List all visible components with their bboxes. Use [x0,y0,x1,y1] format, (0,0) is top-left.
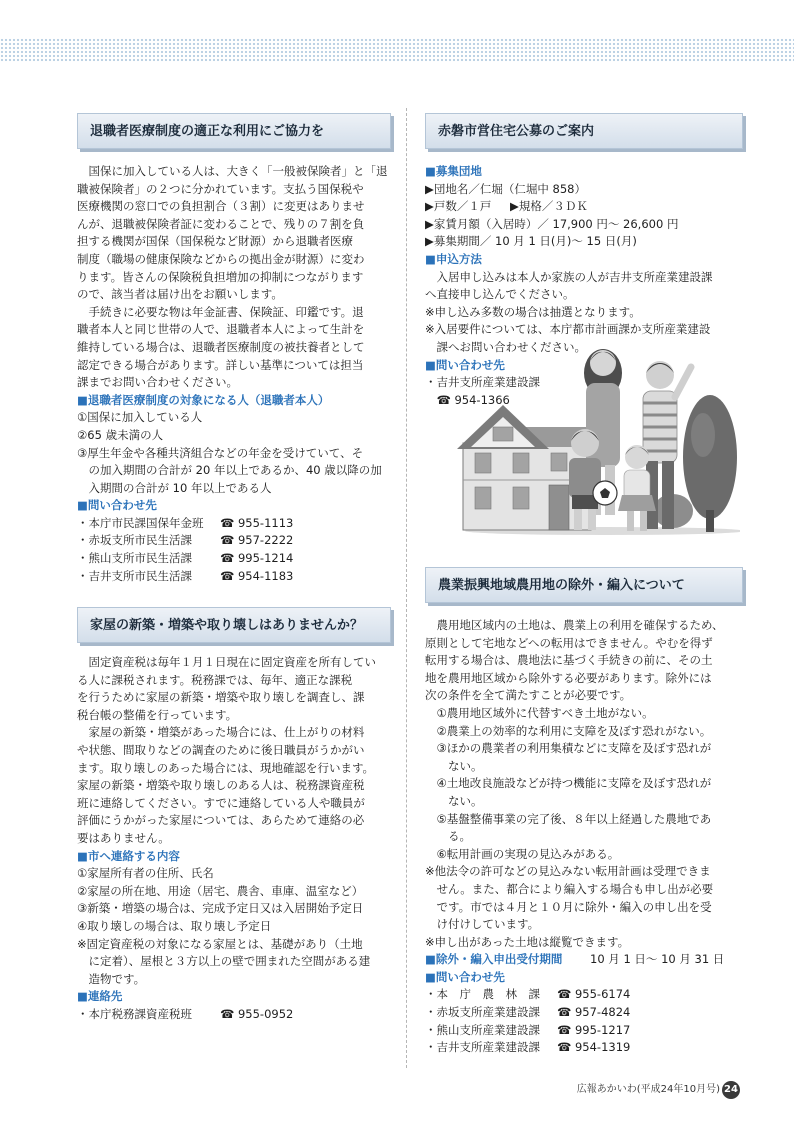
list-item: ②家屋の所在地、用途（居宅、農舎、車庫、温室など） [77,883,364,898]
text-line: 家屋の新築・増築や取り壊しのある人は、税務課資産税 [77,778,365,793]
list-item-continued: る。 [448,829,471,844]
contact-office: ・吉井支所産業建設課 [425,1040,540,1055]
contact-row [425,1004,743,1022]
text-line: 税台帳の整備を行っています。 [77,707,238,722]
contact-tel: ☎ 955-0952 [220,1006,294,1021]
info-period: ▶募集期間／ 10 月 1 日(月)～ 15 日(月) [425,234,637,249]
section-body-retiree [77,163,391,585]
text-line: 認定できる場合があります。詳しい基準については担当 [77,357,364,372]
text-line: 評価にうかがった家屋については、あらためて連絡の必 [77,813,365,828]
contact-tel: ☎ 954-1319 [557,1040,631,1055]
text-line: 職者本人と同じ世帯の人で、退職者本人によって生計を [77,322,365,337]
subheading-period: ■除外・編入申出受付期間 [425,952,563,967]
list-item-continued: の加入期間の合計が 20 年以上であるか、40 歳以降の加 [88,463,382,478]
list-item: ①農用地区域外に代替すべき土地がない。 [436,705,654,720]
list-item: ②65 歳未満の人 [77,427,164,442]
subheading-apply: ■申込方法 [425,251,482,266]
list-item: ③ほかの農業者の利用集積などに支障を及ぼす恐れが [436,741,712,756]
section-title-house-tax: 家屋の新築・増築や取り壊しはありませんか？ [77,607,391,643]
section-title-retiree: 退職者医療制度の適正な利用にご協力を [77,113,391,149]
text-line: 固定資産税は毎年１月１日現在に固定資産を所有してい [88,655,376,669]
period-row [425,951,743,969]
text-line: んが、退職被保険者証に変わることで、残りの７割を負 [77,216,365,231]
text-line: 医療機関の窓口での負担割合（３割）に変更はありませ [77,199,365,214]
right-column [425,0,743,1123]
contact-office: ・熊山支所市民生活課 [77,551,192,566]
subheading-contact: ■連絡先 [77,989,123,1004]
list-item: ⑥転用計画の実現の見込みがある。 [436,846,620,861]
text-line: や状態、間取りなどの調査のために後日職員がうかがい [77,742,365,757]
text-line: 維持している場合は、退職者医療制度の被扶養者として [77,339,365,354]
left-column [77,0,391,1123]
info-complex: ▶団地名／仁堀（仁堀中 858） [425,181,586,196]
contact-row [77,532,391,550]
contact-tel: ☎ 955-1113 [220,515,294,530]
text-line: 地を農用地区域から除外する必要があります。除外には [425,670,712,685]
contact-row [425,1022,743,1040]
subheading-eligible: ■退職者医療制度の対象になる人（退職者本人） [77,392,330,407]
note-line: け付けしています。 [436,917,540,932]
note-line: に定着）、屋根と３方以上の壁で囲まれた空間がある建 [88,954,371,969]
contact-tel: ☎ 955-6174 [557,987,631,1002]
contact-office: ・本 庁 農 林 課 [425,987,540,1002]
section-title-housing: 赤磐市営住宅公募のご案内 [425,113,743,149]
subheading-contact: ■問い合わせ先 [425,969,505,984]
text-line: 農用地区域内の土地は、農業上の利用を確保するため、 [436,618,724,632]
contact-office: ・赤坂支所産業建設課 [425,1005,540,1020]
note-line: ※入居要件については、本庁都市計画課か支所産業建設 [425,322,711,337]
note-line: ※申し出があった土地は縦覧できます。 [425,934,630,949]
contact-office: ・吉井支所市民生活課 [77,568,192,583]
text-line: ので、該当者は届け出をお願いします。 [77,287,283,302]
list-item: ③新築・増築の場合は、完成予定日又は入居開始予定日 [77,901,364,916]
note-line: せん。また、都合により編入する場合も申し出が必要 [436,881,714,896]
text-line: 入居申し込みは本人か家族の人が吉井支所産業建設課 [436,269,713,284]
text-line: 班に連絡してください。すでに連絡している人や職員が [77,795,365,810]
text-line: へ直接申し込んでください。 [425,287,575,302]
info-units: ▶戸数／１戸 [425,199,492,214]
list-item: ⑤基盤整備事業の完了後、８年以上経過した農地であ [436,811,712,826]
section-body-farmland [425,617,743,1057]
page-number-badge: 24 [722,1081,740,1099]
contact-office: ・吉井支所産業建設課 [425,375,540,390]
section-title-farmland: 農業振興地域農用地の除外・編入について [425,567,743,603]
contact-tel: ☎ 954-1183 [220,568,294,583]
contact-row [77,515,391,533]
subheading-contact: ■問い合わせ先 [77,498,157,513]
list-item-continued: ない。 [448,793,483,808]
note-line: ※他法令の許可などの見込みない転用計画は受理できま [425,864,711,879]
contact-row [425,986,743,1004]
list-item: ④土地改良施設などが持つ機能に支障を及ぼす恐れが [436,776,712,791]
subheading-contact: ■問い合わせ先 [425,357,505,372]
text-line: ります。皆さんの保険税負担増加の抑制につながります [77,269,364,284]
subheading-report: ■市へ連絡する内容 [77,848,180,863]
text-line: 次の条件を全て満たすことが必要です。 [425,688,632,703]
note-line: ※固定資産税の対象になる家屋とは、基礎があり（土地 [77,936,363,951]
text-line: を行うために家屋の新築・増築や取り壊しを調査し、課 [77,690,365,705]
list-item: ④取り壊しの場合は、取り壊し予定日 [77,918,272,933]
contact-row [425,1039,743,1057]
text-line: 担する機関が国保（国保税など財源）から退職者医療 [77,234,353,249]
list-item: ②農業上の効率的な利用に支障を及ぼす恐れがない。 [436,723,712,738]
note-line: 課へお問い合わせください。 [436,339,586,354]
contact-tel: ☎ 995-1217 [557,1022,631,1037]
contact-tel: ☎ 954-1366 [436,392,510,407]
contact-row [77,1006,391,1024]
list-item-continued: 入期間の合計が 10 年以上である人 [88,480,272,495]
column-divider [406,108,407,1068]
period-value: 10 月 1 日～ 10 月 31 日 [590,952,725,967]
info-row [425,198,743,216]
section-body-house-tax [77,654,391,1023]
note-line: 造物です。 [88,971,146,986]
text-line: 原則として宅地などへの転用はできません。やむを得ず [425,635,713,650]
list-item: ①国保に加入している人 [77,410,203,425]
text-line: 国保に加入している人は、大きく「一般被保険者」と「退 [88,164,388,178]
contact-row [77,568,391,586]
info-spec: ▶規格／３ＤＫ [510,199,588,214]
note-line: です。市では４月と１０月に除外・編入の申し出を受 [436,899,712,914]
contact-row [77,550,391,568]
list-item: ③厚生年金や各種共済組合などの年金を受けていて、そ [77,445,364,460]
text-line: 家屋の新築・増築があった場合には、仕上がりの材料 [88,725,365,740]
text-line: 職被保険者」の２つに分かれています。支払う国保税や [77,181,364,196]
contact-tel: ☎ 957-4824 [557,1005,631,1020]
contact-tel: ☎ 957-2222 [220,533,294,548]
text-line: 課までお問い合わせください。 [77,375,238,390]
list-item-continued: ない。 [448,758,483,773]
text-line: ます。取り壊しのあった場合には、現地確認を行います。 [77,760,375,775]
list-item: ①家屋所有者の住所、氏名 [77,866,214,881]
contact-office: ・本庁市民課国保年金班 [77,515,204,530]
text-line: 転用する場合は、農地法に基づく手続きの前に、その土 [425,653,713,668]
note-line: ※申し込み多数の場合は抽選となります。 [425,304,641,319]
contact-office: ・熊山支所産業建設課 [425,1022,540,1037]
subheading-recruit: ■募集団地 [425,164,482,178]
info-rent: ▶家賃月額（入居時）／ 17,900 円～ 26,600 円 [425,216,679,231]
publication-name: 広報あかいわ(平成24年10月号) [576,1084,720,1095]
family-house-illustration [455,335,740,535]
text-line: 手続きに必要な物は年金証書、保険証、印鑑です。退 [88,304,364,319]
contact-tel: ☎ 995-1214 [220,551,294,566]
contact-office: ・本庁税務課資産税班 [77,1006,192,1021]
contact-office: ・赤坂支所市民生活課 [77,533,192,548]
text-line: る人に課税されます。税務課では、毎年、適正な課税 [77,672,353,687]
text-line: 制度（職場の健康保険などからの拠出金が財源）に変わ [77,251,365,266]
text-line: 要はありません。 [77,830,170,845]
soccer-ball-icon [593,481,617,505]
